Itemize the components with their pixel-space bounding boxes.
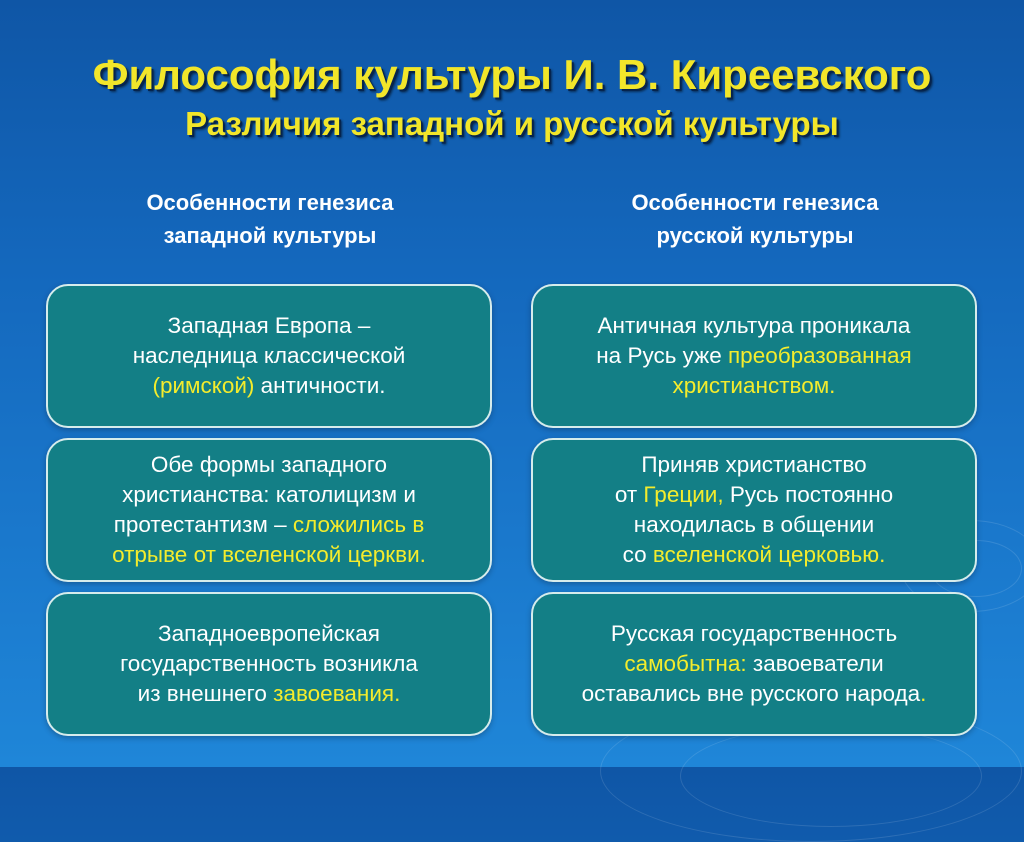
box-line	[582, 679, 927, 709]
box-line	[138, 679, 401, 709]
western-box-christianity	[46, 438, 492, 582]
highlight-text: самобытна:	[624, 651, 747, 676]
slide-title: Философия культуры И. В. Киреевского	[92, 51, 932, 98]
highlight-text: (римской)	[152, 373, 255, 398]
highlight-text: отрыве от вселенской церкви.	[112, 542, 426, 567]
highlight-text: христианством.	[672, 373, 836, 398]
box-line: Приняв христианство	[641, 452, 867, 477]
box-line	[596, 341, 911, 371]
box-text: Русь постоянно	[723, 482, 894, 507]
box-text: на Русь уже	[596, 343, 728, 368]
box-line: государственность возникла	[120, 651, 418, 676]
western-header-line: Особенности генезиса	[146, 190, 394, 215]
box-line	[623, 540, 886, 570]
box-line	[615, 480, 893, 510]
box-line: Обе формы западного	[150, 452, 388, 477]
russian-box-antiquity	[531, 284, 977, 428]
box-line: Западная Европа –	[167, 313, 371, 338]
russian-box-statehood	[531, 592, 977, 736]
box-line: Русская государственность	[610, 621, 898, 646]
box-text: со	[622, 542, 653, 567]
box-text: оставались вне русского народа	[581, 681, 921, 706]
highlight-text: Греции,	[643, 482, 724, 507]
russian-header-line: Особенности генезиса	[631, 190, 879, 215]
western-header-line: западной культуры	[163, 223, 377, 248]
highlight-text: завоевания.	[273, 681, 401, 706]
western-column-header	[50, 186, 490, 252]
russian-header-line: русской культуры	[656, 223, 854, 248]
box-line	[152, 371, 385, 401]
box-line: христианства: католицизм и	[122, 482, 416, 507]
background-ripple	[680, 725, 982, 827]
box-line: Западноевропейская	[158, 621, 380, 646]
western-box-antiquity	[46, 284, 492, 428]
slide-subtitle: Различия западной и русской культуры	[185, 105, 839, 142]
western-box-statehood	[46, 592, 492, 736]
box-text: античности.	[254, 373, 386, 398]
box-text: завоеватели	[746, 651, 884, 676]
highlight-text: преобразованная	[728, 343, 912, 368]
highlight-text: .	[920, 681, 927, 706]
box-line: Античная культура проникала	[597, 313, 911, 338]
russian-box-christianity	[531, 438, 977, 582]
box-line: наследница классической	[132, 343, 406, 368]
box-text: от	[614, 482, 644, 507]
box-text: протестантизм –	[113, 512, 293, 537]
russian-column-header	[535, 186, 975, 252]
box-line	[624, 649, 883, 679]
box-line: находилась в общении	[633, 512, 875, 537]
highlight-text: сложились в	[292, 512, 425, 537]
box-line	[114, 510, 425, 540]
highlight-text: вселенской церковью.	[652, 542, 886, 567]
box-text: из внешнего	[137, 681, 274, 706]
